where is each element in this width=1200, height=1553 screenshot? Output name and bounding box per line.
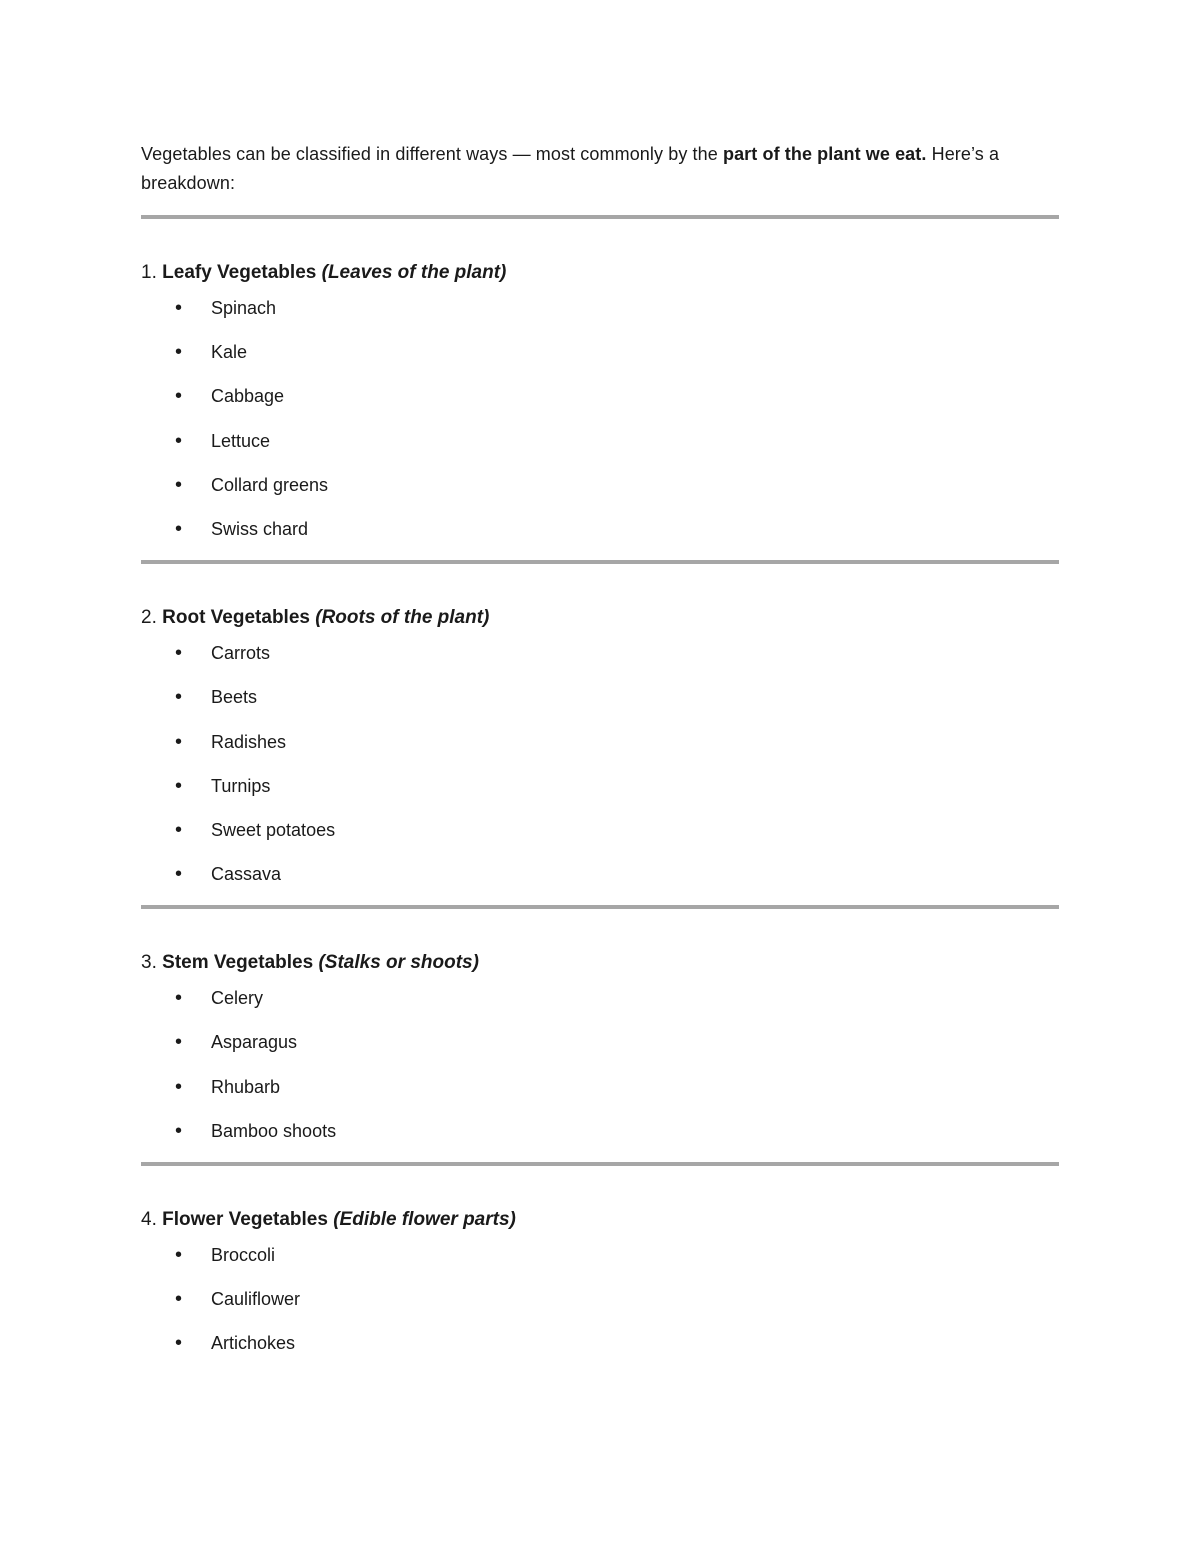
list-item-label: Sweet potatoes xyxy=(211,819,336,840)
list-item-label: Collard greens xyxy=(211,474,329,495)
section-number: 3. xyxy=(141,952,157,974)
section-title: Stem Vegetables xyxy=(162,952,314,974)
list-item xyxy=(141,429,1059,453)
bullet-icon: • xyxy=(175,1244,183,1266)
list-item xyxy=(141,774,1059,798)
section-heading xyxy=(141,219,1059,285)
bullet-icon: • xyxy=(175,1119,183,1142)
vegetable-list xyxy=(141,641,1059,886)
section-note: (Edible flower parts) xyxy=(333,1209,516,1230)
list-item-label: Spinach xyxy=(211,298,277,318)
intro-bold-text: part of the plant we eat. xyxy=(722,144,927,164)
intro-text: Vegetables can be classified in different ways — most commonly by the xyxy=(141,144,723,164)
list-item xyxy=(141,473,1059,497)
list-item-label: Cauliflower xyxy=(211,1289,301,1310)
list-item-label: Cassava xyxy=(211,864,282,885)
bullet-icon: • xyxy=(175,429,183,452)
list-item xyxy=(141,862,1059,886)
bullet-icon: • xyxy=(175,1332,183,1355)
list-item xyxy=(141,517,1059,541)
bullet-icon: • xyxy=(175,297,183,319)
vegetable-list xyxy=(141,986,1059,1143)
sections-container xyxy=(141,219,1059,1355)
bullet-icon: • xyxy=(175,686,183,709)
bullet-icon: • xyxy=(175,1031,183,1054)
bullet-icon: • xyxy=(175,517,183,540)
section-heading xyxy=(141,909,1059,975)
list-item xyxy=(141,641,1059,665)
section-title: Leafy Vegetables xyxy=(162,262,317,283)
list-item xyxy=(141,818,1059,842)
list-item xyxy=(141,986,1059,1010)
list-item xyxy=(141,296,1059,320)
section-4 xyxy=(141,1166,1059,1355)
bullet-icon: • xyxy=(175,341,183,364)
section-1 xyxy=(141,219,1059,564)
list-item-label: Turnips xyxy=(211,775,271,796)
list-item xyxy=(141,1287,1059,1311)
list-item xyxy=(141,1331,1059,1355)
section-heading xyxy=(141,1166,1059,1232)
vegetable-list xyxy=(141,1243,1059,1355)
list-item xyxy=(141,730,1059,754)
list-item xyxy=(141,1243,1059,1267)
section-number: 2. xyxy=(141,607,157,629)
list-item xyxy=(141,1119,1059,1143)
list-item-label: Bamboo shoots xyxy=(211,1120,337,1141)
vegetable-list xyxy=(141,296,1059,541)
list-item-label: Celery xyxy=(211,988,264,1009)
list-item-label: Cabbage xyxy=(211,386,285,407)
intro-text-end: Here’s a breakdown: xyxy=(141,144,1000,193)
bullet-icon: • xyxy=(175,818,183,841)
section-note: (Leaves of the plant) xyxy=(321,262,507,283)
document-page xyxy=(141,140,1059,1376)
bullet-icon: • xyxy=(175,642,183,665)
list-item-label: Kale xyxy=(211,342,248,363)
list-item-label: Carrots xyxy=(211,643,271,664)
list-item-label: Artichokes xyxy=(211,1333,296,1354)
section-number: 1. xyxy=(141,262,157,283)
intro-paragraph xyxy=(141,140,1059,198)
section-title: Flower Vegetables xyxy=(162,1209,328,1230)
bullet-icon: • xyxy=(175,1075,183,1098)
list-item-label: Broccoli xyxy=(211,1245,276,1265)
list-item-label: Radishes xyxy=(211,731,287,752)
list-item-label: Lettuce xyxy=(211,430,271,451)
bullet-icon: • xyxy=(175,385,183,408)
bullet-icon: • xyxy=(175,730,183,753)
bullet-icon: • xyxy=(175,473,183,496)
section-heading xyxy=(141,564,1059,630)
bullet-icon: • xyxy=(175,774,183,797)
bullet-icon: • xyxy=(175,1288,183,1311)
list-item xyxy=(141,1075,1059,1099)
bullet-icon: • xyxy=(175,863,183,886)
section-title: Root Vegetables xyxy=(162,607,310,629)
section-number: 4. xyxy=(141,1209,157,1230)
list-item xyxy=(141,340,1059,364)
list-item xyxy=(141,384,1059,408)
section-2 xyxy=(141,564,1059,909)
list-item xyxy=(141,1030,1059,1054)
list-item-label: Rhubarb xyxy=(211,1076,281,1097)
list-item-label: Swiss chard xyxy=(211,518,309,539)
section-note: (Roots of the plant) xyxy=(315,607,490,629)
section-note: (Stalks or shoots) xyxy=(318,952,479,974)
bullet-icon: • xyxy=(175,987,183,1010)
list-item-label: Beets xyxy=(211,687,258,708)
list-item xyxy=(141,685,1059,709)
list-item-label: Asparagus xyxy=(211,1032,298,1053)
section-3 xyxy=(141,909,1059,1166)
